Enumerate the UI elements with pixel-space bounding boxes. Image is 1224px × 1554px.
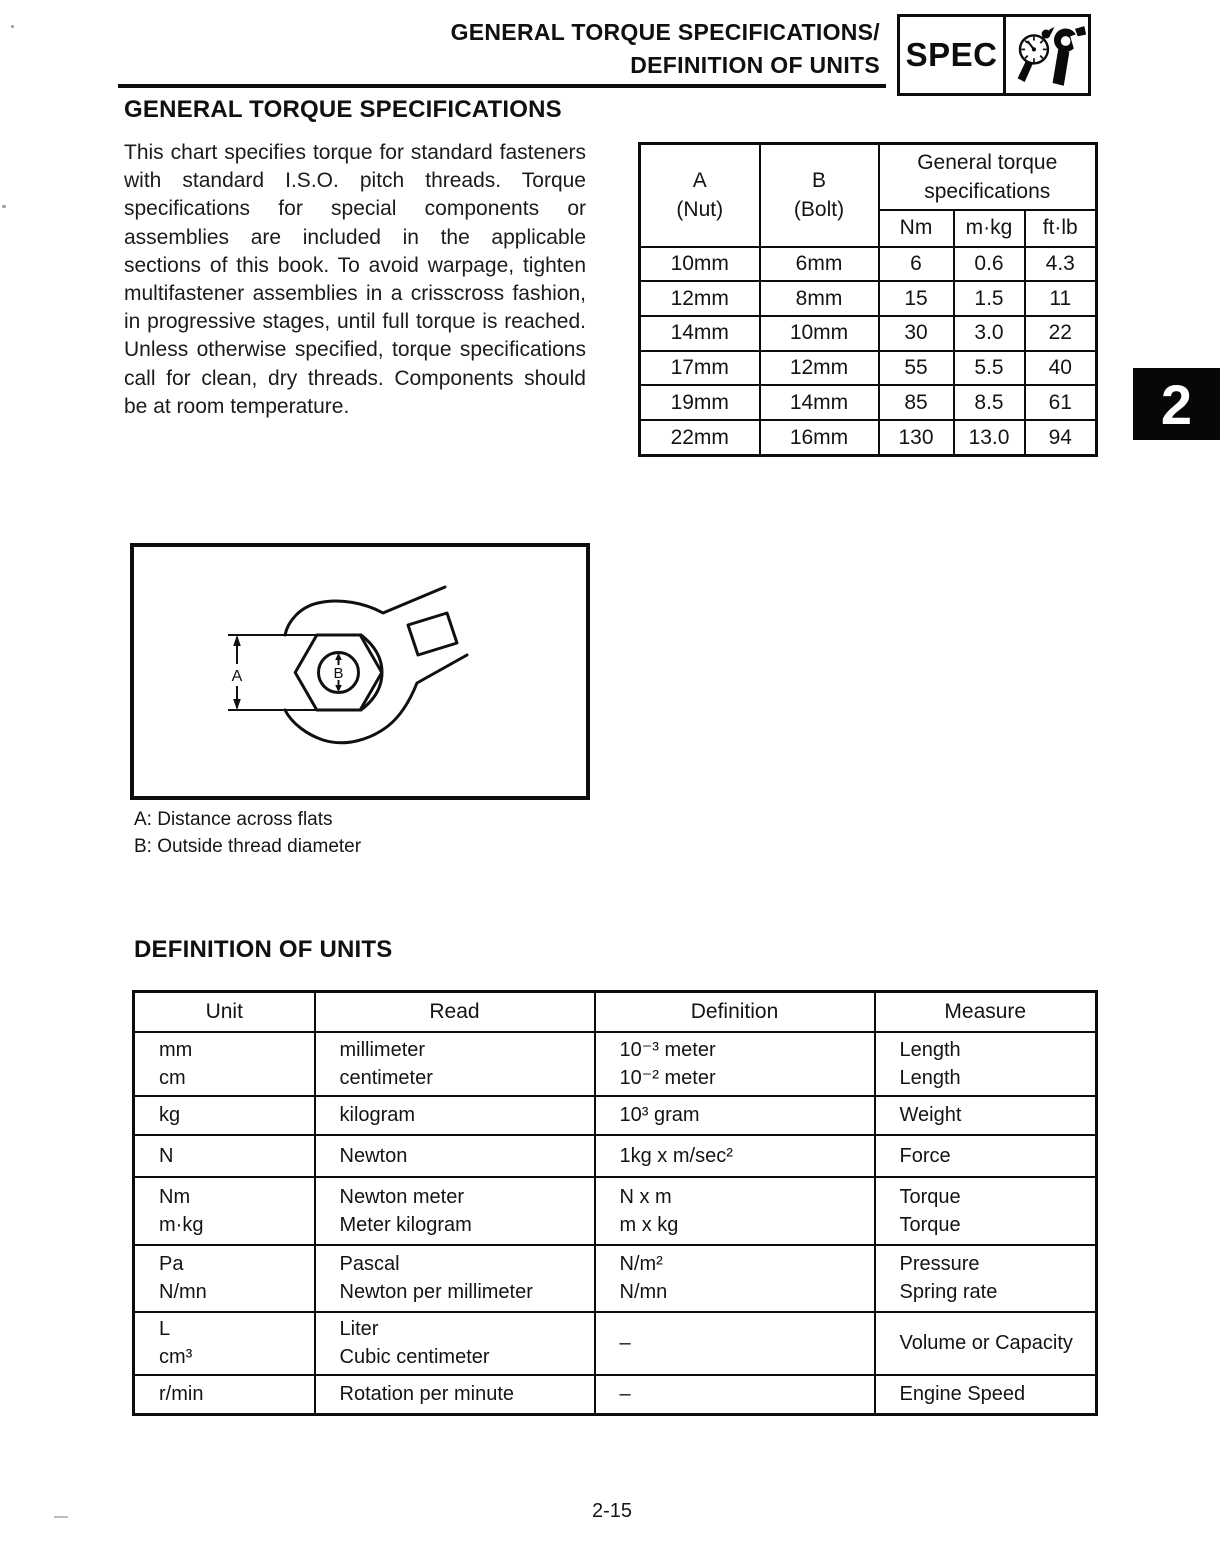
caption-a: A: Distance across flats [134, 809, 333, 830]
measuring-tools-icon [1006, 17, 1088, 93]
torque-section-paragraph: This chart specifies torque for standard fasteners with standard I.S.O. pitch threads. Torque specifications for special components or assemblies are included in the applicable sections of this book. To avoid warpage, tighten multifastener assemblies in a crisscross fashion, in progressive stages, until full torque is reached. Unless otherwise specified, torque specifications call for clean, dry threads. Components should be at room temperature. [124, 141, 586, 418]
units-header-row [134, 992, 1097, 1032]
diagram-label-b: B [333, 665, 344, 682]
table-row: Pa N/mn Pascal Newton per millimeter N/m² N/mn Pressure Spring rate [134, 1245, 1097, 1312]
page-header-title [451, 16, 880, 82]
header-title-line1: GENERAL TORQUE SPECIFICATIONS/ [450, 19, 880, 45]
table-row: Nm m·kg Newton meter Meter kilogram N x m m x kg Torque Torque [134, 1177, 1097, 1245]
table-row: mm cm millimeter centimeter 10⁻³ meter 10⁻² meter Length Length [134, 1032, 1097, 1096]
col-header-unit: Unit [134, 992, 315, 1032]
torque-section-heading: GENERAL TORQUE SPECIFICATIONS [124, 96, 562, 123]
scan-mark [54, 1516, 68, 1518]
table-row: 10mm 6mm 6 0.6 4.3 [640, 247, 1097, 282]
col-header-mkg: m·kg [954, 210, 1025, 247]
col-header-measure: Measure [875, 992, 1097, 1032]
table-row: L cm³ Liter Cubic centimeter – Volume or Capacity [134, 1312, 1097, 1375]
wrench-nut-diagram [130, 543, 590, 800]
table-row: 22mm 16mm 130 13.0 94 [640, 420, 1097, 455]
page-number: 2-15 [591, 1500, 633, 1522]
table-row: 12mm 8mm 15 1.5 11 [640, 281, 1097, 316]
spec-tab-box [897, 14, 1091, 96]
header-title-line2: DEFINITION OF UNITS [630, 52, 880, 78]
table-row: N Newton 1kg x m/sec² Force [134, 1135, 1097, 1177]
diagram-captions [134, 806, 361, 860]
torque-spec-table [638, 142, 1098, 457]
scan-speck [11, 25, 14, 28]
col-header-read: Read [315, 992, 595, 1032]
col-header-general-torque: General torque specifications [879, 144, 1097, 210]
table-row: kg kilogram 10³ gram Weight [134, 1096, 1097, 1135]
table-row: 17mm 12mm 55 5.5 40 [640, 351, 1097, 386]
col-header-definition: Definition [595, 992, 875, 1032]
header-rule [118, 84, 886, 88]
wrench-diagram-drawing [134, 547, 586, 796]
definition-of-units-table [132, 990, 1098, 1416]
col-header-ftlb: ft·lb [1025, 210, 1097, 247]
units-section-heading: DEFINITION OF UNITS [134, 936, 393, 963]
dial-gauge-micrometer-icon [1006, 20, 1088, 90]
scan-speck [2, 205, 6, 208]
spec-label: SPEC [900, 17, 1006, 93]
col-header-nm: Nm [879, 210, 954, 247]
col-header-bolt: B (Bolt) [760, 144, 879, 247]
table-row: 19mm 14mm 85 8.5 61 [640, 385, 1097, 420]
table-row: r/min Rotation per minute – Engine Speed [134, 1375, 1097, 1415]
table-row: 14mm 10mm 30 3.0 22 [640, 316, 1097, 351]
chapter-number-tab: 2 [1133, 368, 1220, 440]
col-header-nut: A (Nut) [640, 144, 760, 247]
diagram-label-a: A [231, 668, 243, 685]
caption-b: B: Outside thread diameter [134, 836, 362, 857]
